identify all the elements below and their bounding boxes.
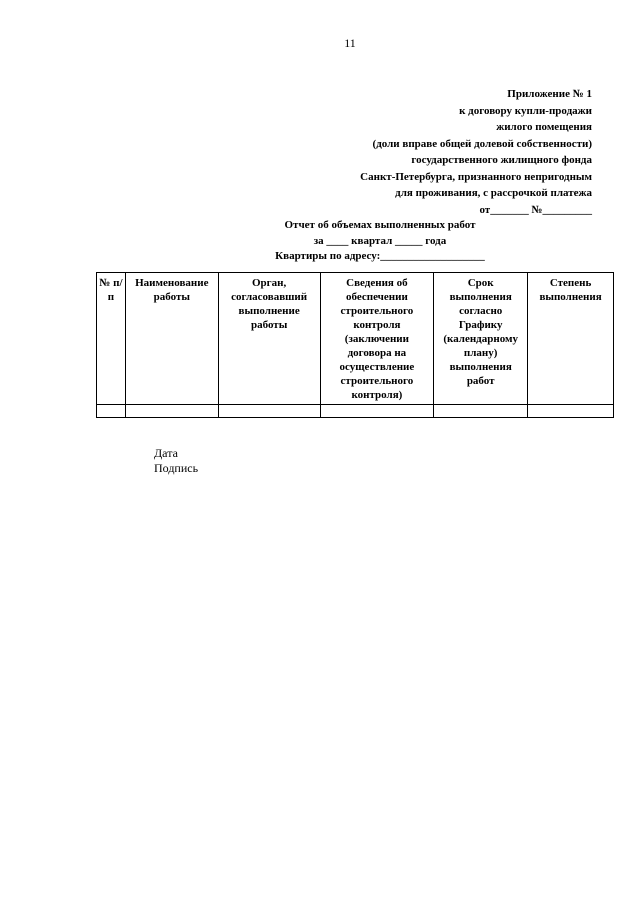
column-header-construction-control: Сведения об обеспечении строительного контроля (заключении договора на осуществление строительного контроля): [320, 273, 434, 405]
column-header-approving-body: Орган, согласовавший выполнение работы: [218, 273, 320, 405]
table-cell: [320, 405, 434, 418]
column-header-number: № п/п: [97, 273, 126, 405]
table-row: [97, 405, 614, 418]
report-title: Отчет об объемах выполненных работ: [284, 219, 476, 231]
appendix-line: для проживания, с рассрочкой платежа: [395, 187, 592, 199]
column-header-deadline: Срок выполнения согласно Графику (календарному плану) выполнения работ: [434, 273, 528, 405]
report-heading: [150, 218, 610, 265]
table-cell: [434, 405, 528, 418]
appendix-line: (доли вправе общей долевой собственности): [372, 137, 592, 150]
table-cell: [528, 405, 614, 418]
appendix-line: государственного жилищного фонда: [411, 154, 592, 166]
page-number: 11: [344, 36, 356, 50]
report-period: за ____ квартал _____ года: [313, 234, 447, 247]
signature-block: [154, 446, 198, 476]
appendix-title: Приложение № 1: [507, 88, 592, 100]
appendix-header: [272, 86, 592, 218]
appendix-line: Санкт-Петербурга, признанного непригодным: [360, 170, 592, 183]
signature-label: Подпись: [154, 461, 199, 475]
works-table: [96, 272, 614, 418]
appendix-line: жилого помещения: [496, 121, 592, 133]
appendix-line: к договору купли-продажи: [459, 104, 592, 117]
column-header-work-name: Наименование работы: [125, 273, 218, 405]
report-address: Квартиры по адресу:___________________: [275, 250, 485, 262]
table-header-row: [97, 273, 614, 405]
appendix-date-number: от_______ №_________: [479, 203, 592, 216]
date-label: Дата: [154, 446, 178, 460]
table-cell: [97, 405, 126, 418]
table-cell: [125, 405, 218, 418]
table-cell: [218, 405, 320, 418]
column-header-completion-degree: Степень выполнения: [528, 273, 614, 405]
